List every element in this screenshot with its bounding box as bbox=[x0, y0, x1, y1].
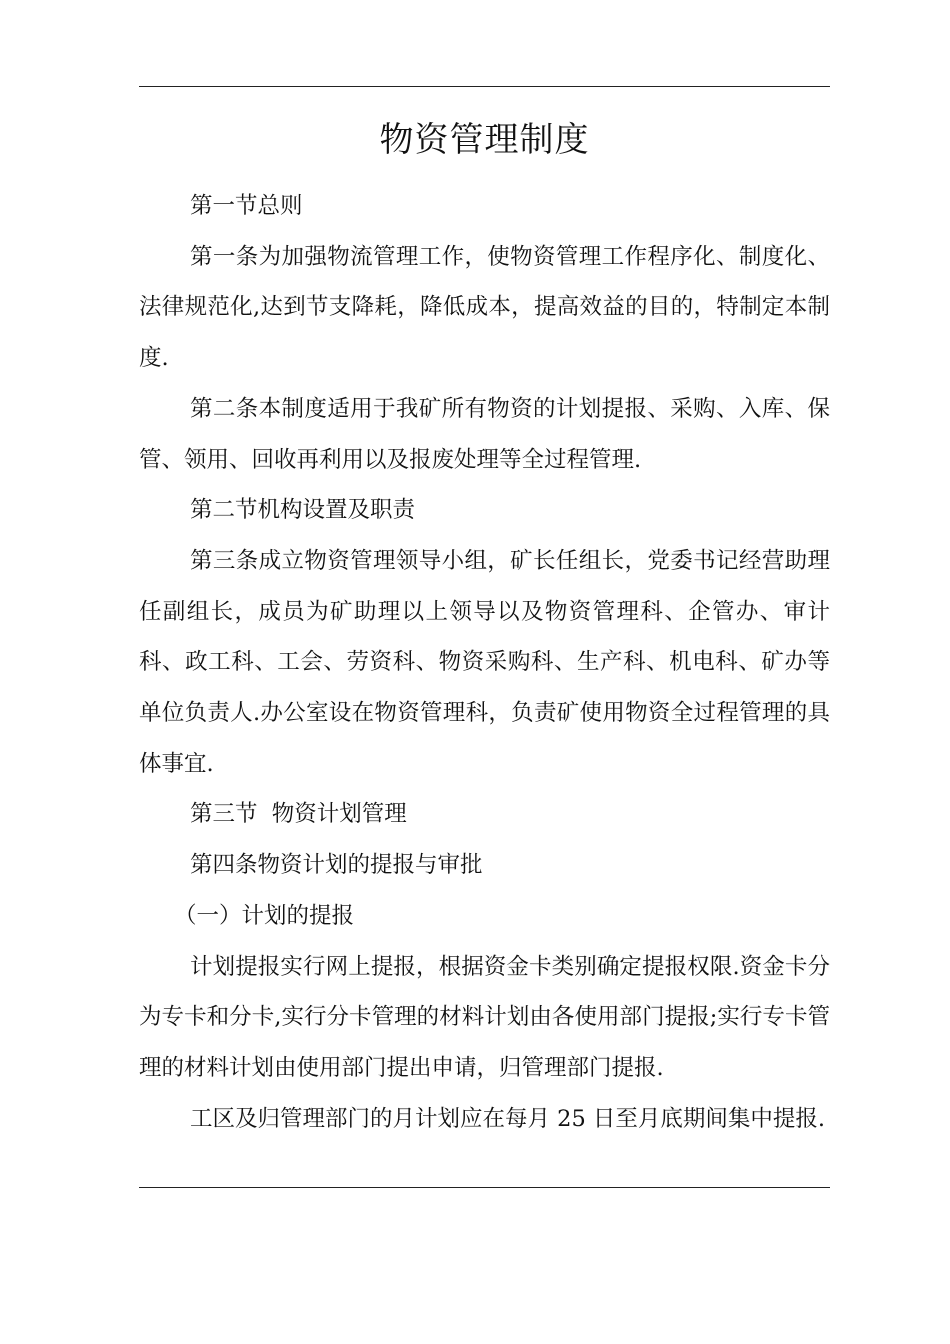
article-1: 第一条为加强物流管理工作，使物资管理工作程序化、制度化、法律规范化,达到节支降耗，降低成本，提高效益的目的，特制定本制度. bbox=[139, 243, 830, 372]
document-title: 物资管理制度 bbox=[379, 120, 590, 160]
subsection-heading-1: （一）计划的提报 bbox=[174, 902, 355, 929]
header-rule bbox=[139, 86, 830, 87]
paragraph-plan-submission: 计划提报实行网上提报，根据资金卡类别确定提报权限.资金卡分为专卡和分卡,实行分卡管理的材料计划由各使用部门提报;实行专卡管理的材料计划由使用部门提出申请，归管理部门提报. bbox=[139, 953, 830, 1081]
footer-rule bbox=[139, 1187, 830, 1188]
article-4: 第四条物资计划的提报与审批 bbox=[190, 852, 483, 879]
section-heading-1: 第一节总则 bbox=[190, 193, 303, 219]
section-heading-2: 第二节机构设置及职责 bbox=[190, 497, 416, 524]
paragraph-monthly-plan: 工区及归管理部门的月计划应在每月 25 日至月底期间集中提报. bbox=[190, 1105, 826, 1132]
document-body bbox=[139, 181, 830, 1144]
article-2: 第二条本制度适用于我矿所有物资的计划提报、采购、入库、保管、领用、回收再利用以及报废处理等全过程管理. bbox=[139, 395, 830, 473]
article-3: 第三条成立物资管理领导小组，矿长任组长，党委书记经营助理任副组长，成员为矿助理以上领导以及物资管理科、企管办、审计科、政工科、工会、劳资科、物资采购科、生产科、机电科、矿办等单位负责人.办公室设在物资管理科，负责矿使用物资全过程管理的具体事宜. bbox=[139, 547, 830, 777]
section-heading-3: 第三节 物资计划管理 bbox=[190, 801, 407, 828]
